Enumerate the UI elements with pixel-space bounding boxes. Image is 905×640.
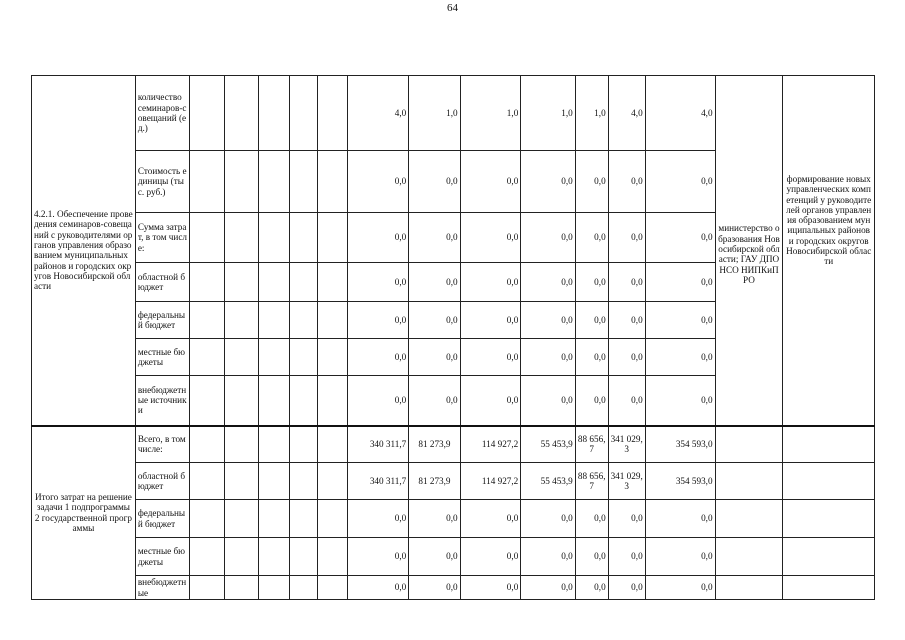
value-cell: 0,0: [608, 151, 645, 213]
value-cell: 0,0: [347, 500, 409, 538]
value-cell: 340 311,7: [347, 463, 409, 500]
table-row: [32, 576, 875, 600]
value-cell: 81 273,9: [409, 463, 460, 500]
value-cell: 4,0: [347, 76, 409, 151]
value-cell: 0,0: [645, 302, 715, 339]
value-cell: 0,0: [645, 576, 715, 600]
value-cell: 0,0: [460, 339, 521, 376]
value-cell: 0,0: [409, 376, 460, 426]
table-row: [32, 538, 875, 576]
value-cell: 0,0: [460, 538, 521, 576]
value-cell: 0,0: [608, 263, 645, 302]
value-cell: 0,0: [460, 576, 521, 600]
value-cell: 354 593,0: [645, 463, 715, 500]
value-cell: 0,0: [521, 302, 575, 339]
table-row: [32, 500, 875, 538]
value-cell: 0,0: [645, 213, 715, 263]
value-cell: 0,0: [645, 538, 715, 576]
value-cell: 0,0: [645, 376, 715, 426]
value-cell: 0,0: [608, 376, 645, 426]
value-cell: 0,0: [347, 576, 409, 600]
value-cell: 0,0: [521, 376, 575, 426]
value-cell: 88 656,7: [575, 426, 608, 463]
value-cell: 0,0: [645, 263, 715, 302]
value-cell: 0,0: [575, 500, 608, 538]
value-cell: 0,0: [521, 576, 575, 600]
value-cell: 4,0: [608, 76, 645, 151]
value-cell: 0,0: [409, 302, 460, 339]
value-cell: 0,0: [347, 376, 409, 426]
indicator-label: областной бюджет: [135, 463, 189, 500]
value-cell: 0,0: [575, 376, 608, 426]
indicator-label: Стоимость единицы (тыс. руб.): [135, 151, 189, 213]
value-cell: 0,0: [521, 339, 575, 376]
value-cell: 0,0: [575, 339, 608, 376]
value-cell: 0,0: [575, 576, 608, 600]
value-cell: 0,0: [460, 376, 521, 426]
indicator-label: Сумма затрат, в том числе:: [135, 213, 189, 263]
value-cell: 0,0: [409, 538, 460, 576]
value-cell: 0,0: [409, 151, 460, 213]
value-cell: 0,0: [347, 263, 409, 302]
activity-name: 4.2.1. Обеспечение проведения семинаров-совещаний с руководителями органов управления образованием муниципальных районов и городских округов Новосибирской области: [32, 76, 136, 426]
value-cell: 0,0: [521, 538, 575, 576]
indicator-label: количество семинаров-совещаний (ед.): [135, 76, 189, 151]
value-cell: 1,0: [460, 76, 521, 151]
value-cell: 81 273,9: [409, 426, 460, 463]
value-cell: 0,0: [409, 576, 460, 600]
total-name: Итого затрат на решение задачи 1 подпрограммы 2 государственной программы: [32, 426, 136, 600]
value-cell: 0,0: [347, 339, 409, 376]
indicator-label: Всего, в том числе:: [135, 426, 189, 463]
table-row: [32, 463, 875, 500]
value-cell: 0,0: [409, 263, 460, 302]
value-cell: 341 029,3: [608, 463, 645, 500]
value-cell: 0,0: [409, 339, 460, 376]
value-cell: 354 593,0: [645, 426, 715, 463]
value-cell: 0,0: [645, 151, 715, 213]
value-cell: 55 453,9: [521, 426, 575, 463]
value-cell: 0,0: [575, 213, 608, 263]
value-cell: 0,0: [521, 151, 575, 213]
value-cell: 0,0: [460, 302, 521, 339]
value-cell: 0,0: [608, 500, 645, 538]
value-cell: 0,0: [347, 302, 409, 339]
indicator-label: внебюджетные источники: [135, 376, 189, 426]
value-cell: 114 927,2: [460, 426, 521, 463]
value-cell: 0,0: [608, 339, 645, 376]
value-cell: 0,0: [608, 538, 645, 576]
value-cell: 0,0: [575, 151, 608, 213]
value-cell: 0,0: [521, 500, 575, 538]
value-cell: 0,0: [521, 213, 575, 263]
value-cell: 0,0: [460, 213, 521, 263]
value-cell: 0,0: [409, 500, 460, 538]
table-row: [32, 426, 875, 463]
value-cell: 0,0: [347, 213, 409, 263]
value-cell: 0,0: [608, 302, 645, 339]
value-cell: 114 927,2: [460, 463, 521, 500]
value-cell: 1,0: [575, 76, 608, 151]
indicator-label: федеральный бюджет: [135, 500, 189, 538]
value-cell: 0,0: [645, 500, 715, 538]
value-cell: 0,0: [460, 263, 521, 302]
page-number: 64: [447, 2, 458, 14]
value-cell: 0,0: [347, 538, 409, 576]
value-cell: 0,0: [460, 500, 521, 538]
value-cell: 0,0: [575, 263, 608, 302]
executor-cell: министерство образования Новосибирской области; ГАУ ДПО НСО НИПКиПРО: [715, 76, 783, 426]
value-cell: 0,0: [575, 302, 608, 339]
value-cell: 0,0: [409, 213, 460, 263]
indicator-label: федеральный бюджет: [135, 302, 189, 339]
expected-result-cell: формирование новых управленческих компетенций у руководителей органов управления образованием муниципальных районов и городских округов Новосибирской области: [783, 76, 875, 426]
indicator-label: областной бюджет: [135, 263, 189, 302]
value-cell: 340 311,7: [347, 426, 409, 463]
value-cell: 0,0: [608, 213, 645, 263]
value-cell: 0,0: [347, 151, 409, 213]
value-cell: 0,0: [460, 151, 521, 213]
budget-table: [31, 75, 875, 600]
value-cell: 4,0: [645, 76, 715, 151]
value-cell: 55 453,9: [521, 463, 575, 500]
value-cell: 0,0: [521, 263, 575, 302]
value-cell: 0,0: [645, 339, 715, 376]
indicator-label: местные бюджеты: [135, 538, 189, 576]
value-cell: 341 029,3: [608, 426, 645, 463]
value-cell: 0,0: [575, 538, 608, 576]
indicator-label: внебюджетные: [135, 576, 189, 600]
table-row: [32, 76, 875, 151]
indicator-label: местные бюджеты: [135, 339, 189, 376]
value-cell: 88 656,7: [575, 463, 608, 500]
value-cell: 0,0: [608, 576, 645, 600]
value-cell: 1,0: [521, 76, 575, 151]
value-cell: 1,0: [409, 76, 460, 151]
